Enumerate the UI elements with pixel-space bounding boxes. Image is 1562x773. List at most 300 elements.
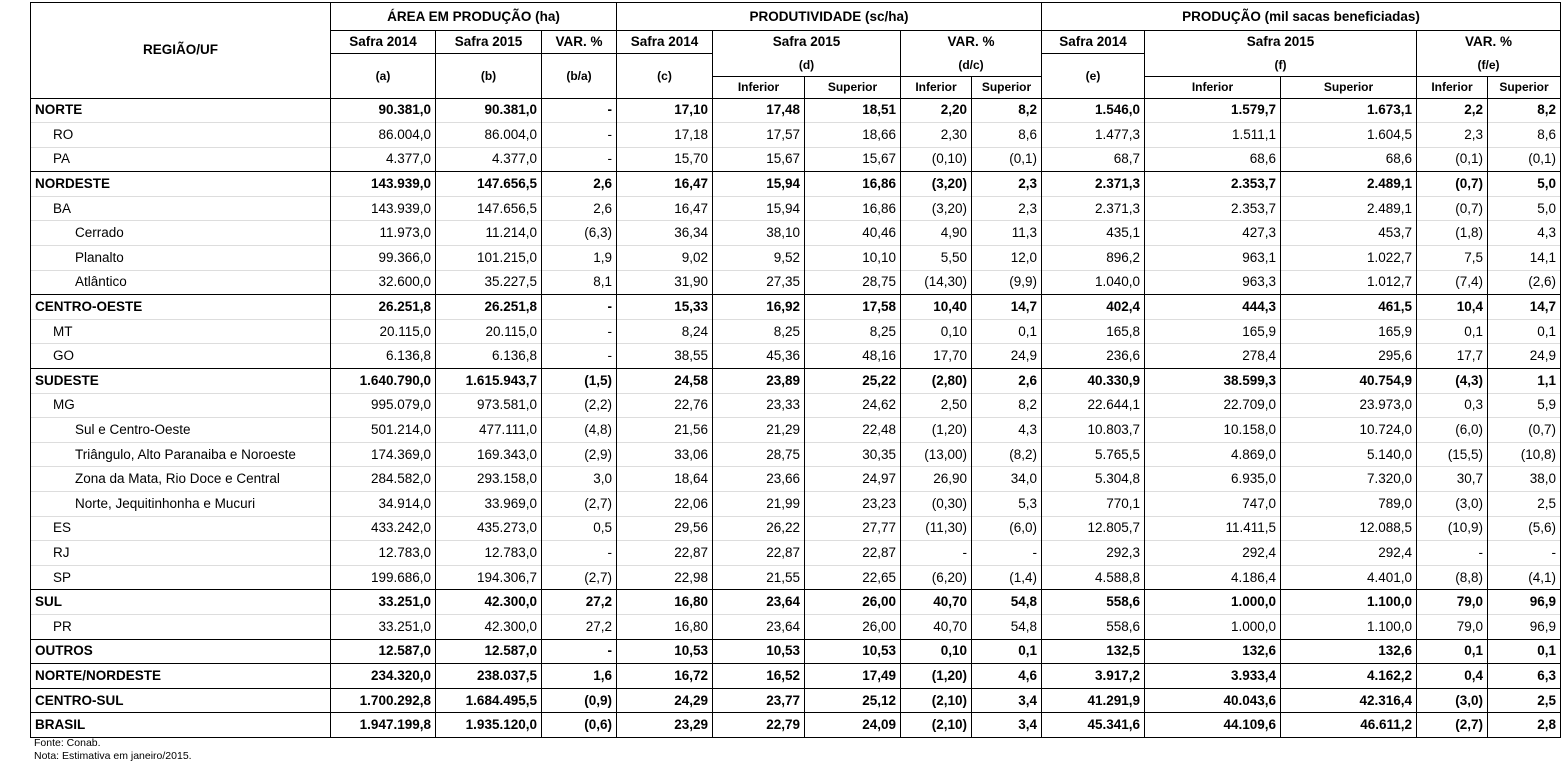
value-cell: 2,8 [1488,713,1561,738]
value-cell: 23,66 [713,467,805,492]
col-a-header: (a) [331,54,436,99]
production-group-header: PRODUÇÃO (mil sacas beneficiadas) [1042,3,1561,31]
value-cell: 236,6 [1042,344,1145,369]
value-cell: 6.935,0 [1145,467,1281,492]
value-cell: 14,7 [1488,295,1561,320]
value-cell: 3,4 [972,688,1042,713]
value-cell: 11.214,0 [436,221,542,246]
value-cell: 40.754,9 [1281,369,1417,394]
value-cell: 20.115,0 [331,319,436,344]
table-row [31,713,1561,738]
value-cell: 5.304,8 [1042,467,1145,492]
region-cell: PA [31,147,331,172]
region-cell: Zona da Mata, Rio Doce e Central [31,467,331,492]
value-cell: 42.316,4 [1281,688,1417,713]
value-cell: 2,6 [542,196,617,221]
value-cell: 292,4 [1145,541,1281,566]
value-cell: 4,90 [901,221,972,246]
value-cell: 963,3 [1145,270,1281,295]
value-cell: 0,5 [542,516,617,541]
area-var-header: VAR. % [542,31,617,54]
region-cell: CENTRO-SUL [31,688,331,713]
value-cell: 5.765,5 [1042,442,1145,467]
table-row [31,295,1561,320]
value-cell: 4.377,0 [436,147,542,172]
value-cell: - [901,541,972,566]
value-cell: 18,66 [805,123,901,148]
value-cell: - [542,344,617,369]
value-cell: 143.939,0 [331,172,436,197]
value-cell: 234.320,0 [331,664,436,689]
value-cell: 11.973,0 [331,221,436,246]
value-cell: 194.306,7 [436,565,542,590]
value-cell: (1,20) [901,418,972,443]
value-cell: 433.242,0 [331,516,436,541]
value-cell: 25,12 [805,688,901,713]
coffee-production-table [30,2,1561,738]
table-body [31,98,1561,737]
value-cell: (4,3) [1417,369,1488,394]
value-cell: 1.640.790,0 [331,369,436,394]
value-cell: 1,6 [542,664,617,689]
value-cell: 278,4 [1145,344,1281,369]
value-cell: 17,49 [805,664,901,689]
value-cell: 27,2 [542,590,617,615]
value-cell: 99.366,0 [331,246,436,271]
value-cell: (1,5) [542,369,617,394]
value-cell: 1,1 [1488,369,1561,394]
value-cell: 4.186,4 [1145,565,1281,590]
value-cell: 10,53 [713,639,805,664]
value-cell: 169.343,0 [436,442,542,467]
value-cell: 24,29 [617,688,713,713]
value-cell: 26.251,8 [436,295,542,320]
value-cell: 8,24 [617,319,713,344]
productivity-group-header: PRODUTIVIDADE (sc/ha) [617,3,1042,31]
value-cell: 24,9 [972,344,1042,369]
value-cell: - [542,123,617,148]
col-c-header: (c) [617,54,713,99]
table-row [31,614,1561,639]
value-cell: 22,06 [617,492,713,517]
value-cell: 40,46 [805,221,901,246]
value-cell: 30,7 [1417,467,1488,492]
out-safra2014-header: Safra 2014 [1042,31,1145,54]
table-row [31,565,1561,590]
value-cell: 10.803,7 [1042,418,1145,443]
value-cell: 10.724,0 [1281,418,1417,443]
value-cell: 26,90 [901,467,972,492]
value-cell: - [1417,541,1488,566]
prod-var-superior-header: Superior [972,76,1042,98]
table-row [31,319,1561,344]
value-cell: 23.973,0 [1281,393,1417,418]
table-row [31,418,1561,443]
value-cell: 1.700.292,8 [331,688,436,713]
value-cell: 1.604,5 [1281,123,1417,148]
value-cell: 10.158,0 [1145,418,1281,443]
value-cell: (0,10) [901,147,972,172]
value-cell: 5.140,0 [1281,442,1417,467]
value-cell: 23,29 [617,713,713,738]
value-cell: 2,50 [901,393,972,418]
value-cell: 22,87 [713,541,805,566]
table-row [31,147,1561,172]
region-cell: GO [31,344,331,369]
estimate-note: Nota: Estimativa em janeiro/2015. [34,750,192,762]
value-cell: 3,4 [972,713,1042,738]
value-cell: 44.109,6 [1145,713,1281,738]
value-cell: (2,7) [542,565,617,590]
value-cell: 477.111,0 [436,418,542,443]
value-cell: (14,30) [901,270,972,295]
value-cell: 16,92 [713,295,805,320]
value-cell: 2,2 [1417,98,1488,123]
region-cell: BA [31,196,331,221]
value-cell: 1.100,0 [1281,614,1417,639]
value-cell: 4.162,2 [1281,664,1417,689]
value-cell: 4.401,0 [1281,565,1417,590]
value-cell: 747,0 [1145,492,1281,517]
value-cell: 147.656,5 [436,196,542,221]
region-cell: PR [31,614,331,639]
value-cell: 1.012,7 [1281,270,1417,295]
value-cell: (2,6) [1488,270,1561,295]
region-header: REGIÃO/UF [31,3,331,99]
value-cell: 6.136,8 [331,344,436,369]
value-cell: (2,7) [1417,713,1488,738]
area-group-header: ÁREA EM PRODUÇÃO (ha) [331,3,617,31]
table-row [31,639,1561,664]
value-cell: (2,9) [542,442,617,467]
value-cell: 9,02 [617,246,713,271]
value-cell: 17,70 [901,344,972,369]
value-cell: 22,87 [617,541,713,566]
value-cell: 10,53 [617,639,713,664]
value-cell: (2,7) [542,492,617,517]
region-cell: RJ [31,541,331,566]
value-cell: 17,57 [713,123,805,148]
value-cell: 1.935.120,0 [436,713,542,738]
region-cell: SUL [31,590,331,615]
value-cell: 22,76 [617,393,713,418]
value-cell: 2,6 [542,172,617,197]
value-cell: 2,3 [972,172,1042,197]
col-d-header: (d) [713,54,901,77]
region-cell: NORTE [31,98,331,123]
value-cell: 38,10 [713,221,805,246]
value-cell: 22,87 [805,541,901,566]
value-cell: 17,58 [805,295,901,320]
value-cell: (0,30) [901,492,972,517]
value-cell: 12,0 [972,246,1042,271]
value-cell: 35.227,5 [436,270,542,295]
value-cell: 2,30 [901,123,972,148]
value-cell: 5,0 [1488,172,1561,197]
out-var-superior-header: Superior [1488,76,1561,98]
value-cell: 8,2 [972,98,1042,123]
table-row [31,688,1561,713]
value-cell: 40.043,6 [1145,688,1281,713]
value-cell: 2.371,3 [1042,196,1145,221]
value-cell: 38,0 [1488,467,1561,492]
table-row [31,123,1561,148]
value-cell: 11,3 [972,221,1042,246]
value-cell: 435.273,0 [436,516,542,541]
value-cell: (0,6) [542,713,617,738]
value-cell: 1.579,7 [1145,98,1281,123]
value-cell: - [542,295,617,320]
value-cell: (5,6) [1488,516,1561,541]
value-cell: 23,64 [713,590,805,615]
value-cell: 8,25 [713,319,805,344]
value-cell: 2,3 [972,196,1042,221]
value-cell: (0,7) [1417,196,1488,221]
value-cell: 15,67 [713,147,805,172]
value-cell: 284.582,0 [331,467,436,492]
value-cell: 90.381,0 [436,98,542,123]
col-fe-header: (f/e) [1417,54,1561,77]
value-cell: 8,6 [972,123,1042,148]
table-row [31,344,1561,369]
value-cell: 29,56 [617,516,713,541]
value-cell: - [542,319,617,344]
value-cell: 2,5 [1488,492,1561,517]
value-cell: 2.353,7 [1145,196,1281,221]
value-cell: 5,50 [901,246,972,271]
value-cell: (8,2) [972,442,1042,467]
value-cell: (2,2) [542,393,617,418]
value-cell: 132,6 [1145,639,1281,664]
value-cell: (0,1) [1488,147,1561,172]
value-cell: 16,72 [617,664,713,689]
value-cell: 1.546,0 [1042,98,1145,123]
value-cell: 435,1 [1042,221,1145,246]
prod-var-inferior-header: Inferior [901,76,972,98]
region-cell: ES [31,516,331,541]
value-cell: 27,35 [713,270,805,295]
value-cell: 24,97 [805,467,901,492]
value-cell: (6,3) [542,221,617,246]
value-cell: 770,1 [1042,492,1145,517]
value-cell: 45,36 [713,344,805,369]
value-cell: 34,0 [972,467,1042,492]
region-cell: CENTRO-OESTE [31,295,331,320]
value-cell: (0,7) [1488,418,1561,443]
value-cell: 4.377,0 [331,147,436,172]
value-cell: 90.381,0 [331,98,436,123]
value-cell: 2.489,1 [1281,196,1417,221]
value-cell: 10,40 [901,295,972,320]
value-cell: 3.933,4 [1145,664,1281,689]
value-cell: 12.088,5 [1281,516,1417,541]
value-cell: 14,1 [1488,246,1561,271]
value-cell: 12.587,0 [436,639,542,664]
value-cell: 4,3 [1488,221,1561,246]
table-notes [34,737,192,763]
value-cell: 174.369,0 [331,442,436,467]
value-cell: 20.115,0 [436,319,542,344]
value-cell: (0,1) [1417,147,1488,172]
prod-var-header: VAR. % [901,31,1042,54]
value-cell: 21,99 [713,492,805,517]
value-cell: 143.939,0 [331,196,436,221]
area-safra2015-header: Safra 2015 [436,31,542,54]
value-cell: 4,6 [972,664,1042,689]
value-cell: 1.684.495,5 [436,688,542,713]
value-cell: 4.588,8 [1042,565,1145,590]
value-cell: 11.411,5 [1145,516,1281,541]
value-cell: 24,58 [617,369,713,394]
table-row [31,98,1561,123]
value-cell: 33.251,0 [331,590,436,615]
value-cell: 26.251,8 [331,295,436,320]
value-cell: (1,20) [901,664,972,689]
value-cell: 32.600,0 [331,270,436,295]
value-cell: (2,10) [901,688,972,713]
value-cell: 8,2 [972,393,1042,418]
col-b-header: (b) [436,54,542,99]
value-cell: (6,0) [972,516,1042,541]
region-cell: RO [31,123,331,148]
value-cell: 2,6 [972,369,1042,394]
value-cell: 1.477,3 [1042,123,1145,148]
value-cell: 45.341,6 [1042,713,1145,738]
value-cell: 3,0 [542,467,617,492]
value-cell: 132,5 [1042,639,1145,664]
value-cell: 558,6 [1042,590,1145,615]
value-cell: 31,90 [617,270,713,295]
value-cell: 23,77 [713,688,805,713]
value-cell: 27,77 [805,516,901,541]
region-cell: SUDESTE [31,369,331,394]
value-cell: 40,70 [901,614,972,639]
value-cell: 0,1 [1488,319,1561,344]
value-cell: 1,9 [542,246,617,271]
value-cell: 68,7 [1042,147,1145,172]
region-cell: BRASIL [31,713,331,738]
value-cell: 26,00 [805,590,901,615]
region-cell: Norte, Jequitinhonha e Mucuri [31,492,331,517]
col-f-header: (f) [1145,54,1417,77]
value-cell: 17,10 [617,98,713,123]
value-cell: 1.100,0 [1281,590,1417,615]
value-cell: 0,1 [972,639,1042,664]
value-cell: 2,5 [1488,688,1561,713]
value-cell: 2.489,1 [1281,172,1417,197]
value-cell: (3,0) [1417,492,1488,517]
value-cell: (11,30) [901,516,972,541]
value-cell: 79,0 [1417,590,1488,615]
value-cell: 1.615.943,7 [436,369,542,394]
table-container [30,2,1561,738]
value-cell: (7,4) [1417,270,1488,295]
value-cell: - [1488,541,1561,566]
value-cell: 24,62 [805,393,901,418]
value-cell: 6.136,8 [436,344,542,369]
value-cell: 28,75 [713,442,805,467]
value-cell: 16,47 [617,196,713,221]
value-cell: 5,9 [1488,393,1561,418]
table-row [31,221,1561,246]
value-cell: 68,6 [1145,147,1281,172]
value-cell: 22,48 [805,418,901,443]
value-cell: 12.783,0 [331,541,436,566]
value-cell: (8,8) [1417,565,1488,590]
value-cell: 147.656,5 [436,172,542,197]
value-cell: 7.320,0 [1281,467,1417,492]
value-cell: 896,2 [1042,246,1145,271]
table-row [31,172,1561,197]
value-cell: 995.079,0 [331,393,436,418]
prod-safra2014-header: Safra 2014 [617,31,713,54]
out-2015-inferior-header: Inferior [1145,76,1281,98]
col-e-header: (e) [1042,54,1145,99]
value-cell: 3.917,2 [1042,664,1145,689]
value-cell: 68,6 [1281,147,1417,172]
value-cell: (1,8) [1417,221,1488,246]
value-cell: 96,9 [1488,614,1561,639]
value-cell: 292,4 [1281,541,1417,566]
value-cell: 38.599,3 [1145,369,1281,394]
value-cell: 25,22 [805,369,901,394]
value-cell: 132,6 [1281,639,1417,664]
value-cell: (15,5) [1417,442,1488,467]
region-cell: Triângulo, Alto Paranaiba e Noroeste [31,442,331,467]
value-cell: (3,20) [901,196,972,221]
value-cell: 0,1 [1417,319,1488,344]
value-cell: 0,3 [1417,393,1488,418]
table-row [31,467,1561,492]
value-cell: 0,10 [901,639,972,664]
value-cell: 38,55 [617,344,713,369]
value-cell: - [542,98,617,123]
value-cell: 86.004,0 [436,123,542,148]
value-cell: (3,20) [901,172,972,197]
value-cell: 0,1 [972,319,1042,344]
value-cell: 15,67 [805,147,901,172]
value-cell: 16,47 [617,172,713,197]
value-cell: 17,48 [713,98,805,123]
region-cell: Cerrado [31,221,331,246]
prod-2015-superior-header: Superior [805,76,901,98]
value-cell: 21,56 [617,418,713,443]
value-cell: 16,86 [805,172,901,197]
value-cell: 1.947.199,8 [331,713,436,738]
value-cell: 15,70 [617,147,713,172]
table-row [31,516,1561,541]
value-cell: 10,10 [805,246,901,271]
value-cell: 40.330,9 [1042,369,1145,394]
table-row [31,393,1561,418]
col-dc-header: (d/c) [901,54,1042,77]
value-cell: 2,20 [901,98,972,123]
value-cell: 10,4 [1417,295,1488,320]
table-row [31,664,1561,689]
value-cell: 402,4 [1042,295,1145,320]
value-cell: 8,2 [1488,98,1561,123]
value-cell: 42.300,0 [436,614,542,639]
value-cell: - [542,639,617,664]
table-row [31,590,1561,615]
value-cell: 22.644,1 [1042,393,1145,418]
value-cell: - [972,541,1042,566]
value-cell: (13,00) [901,442,972,467]
value-cell: (0,9) [542,688,617,713]
value-cell: 27,2 [542,614,617,639]
value-cell: - [542,147,617,172]
value-cell: 2.371,3 [1042,172,1145,197]
